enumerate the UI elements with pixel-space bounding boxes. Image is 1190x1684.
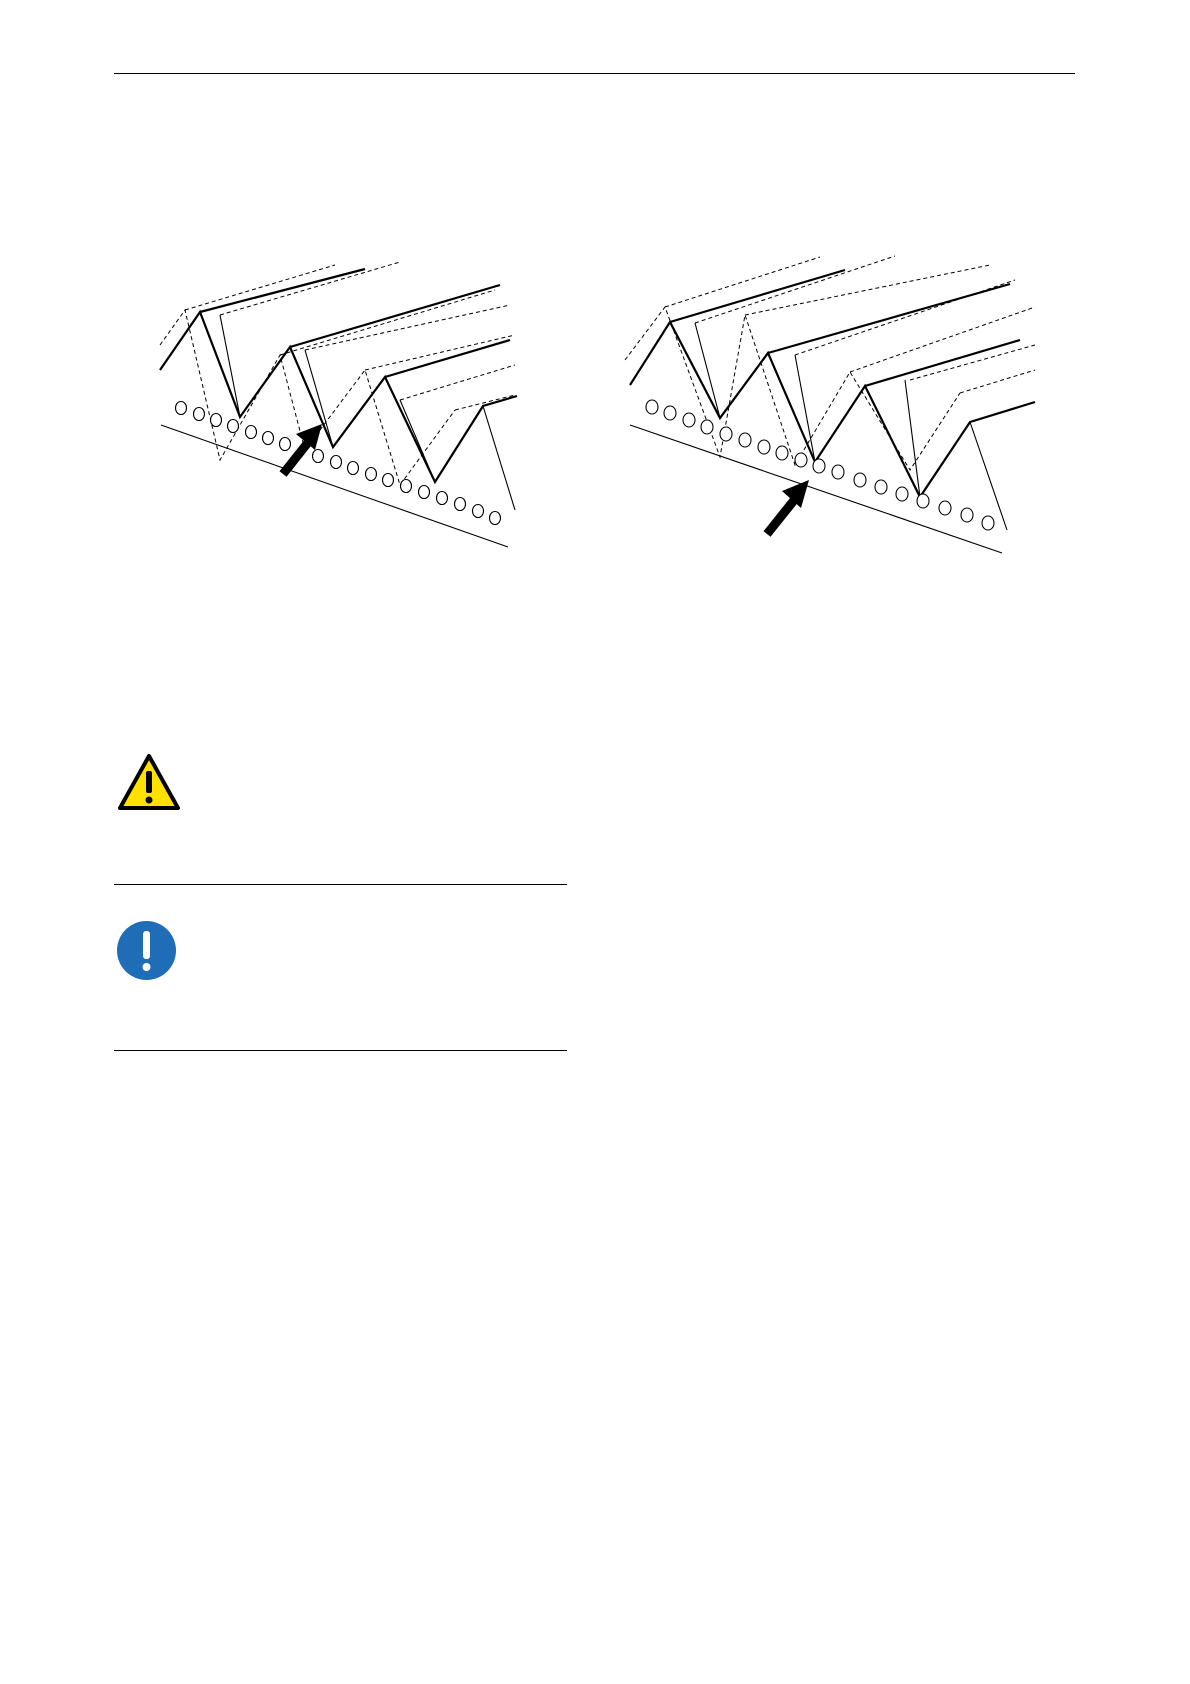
pleat-drawing-right: [625, 250, 1035, 560]
arrow-pointer-icon: [767, 480, 809, 534]
pleat-drawing-left: [155, 260, 515, 550]
section-divider: [114, 1050, 567, 1051]
pleat-figure-left: [155, 260, 515, 550]
notice-exclamation-icon: [116, 920, 177, 981]
warning-triangle-icon: [117, 753, 181, 811]
pleat-figure-right: [625, 250, 1035, 560]
perforation-holes-left: [176, 402, 501, 525]
header-rule: [114, 73, 1075, 74]
section-divider: [114, 884, 567, 885]
